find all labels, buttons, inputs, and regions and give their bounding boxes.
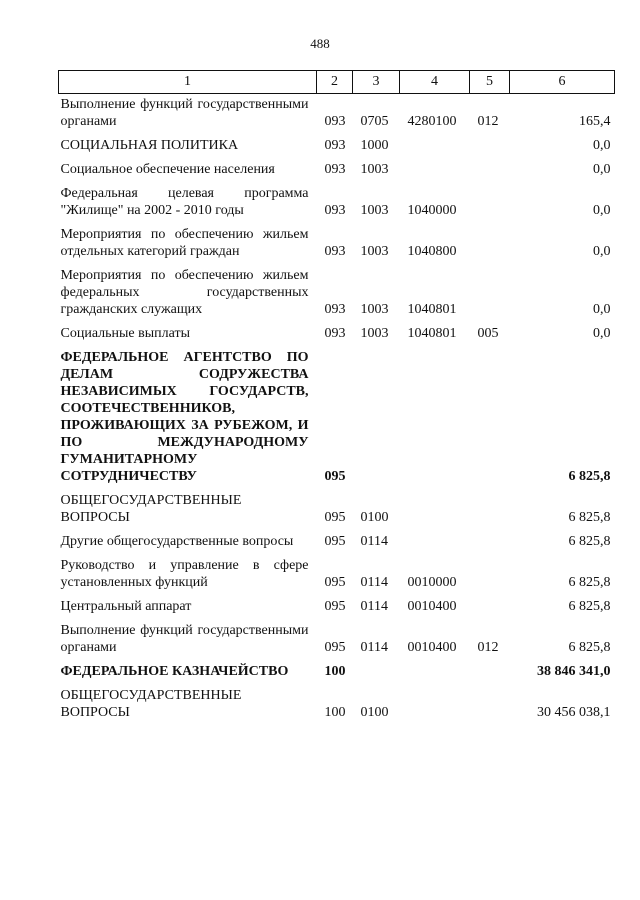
row-code-5: 012 bbox=[477, 640, 499, 655]
row-name: Мероприятия по обеспечению жильем федеральных государственных гражданских служащих bbox=[60, 268, 309, 317]
row-code-2: 093 bbox=[324, 138, 346, 153]
row-code-5 bbox=[470, 265, 510, 323]
row-amount: 0,0 bbox=[593, 302, 611, 317]
budget-table bbox=[58, 70, 615, 726]
row-name: ОБЩЕГОСУДАРСТВЕННЫЕ ВОПРОСЫ bbox=[60, 688, 242, 720]
table-row bbox=[59, 323, 615, 347]
row-code-5 bbox=[470, 596, 510, 620]
row-name: Руководство и управление в сфере установленных функций bbox=[60, 558, 309, 590]
row-code-4: 1040000 bbox=[407, 203, 457, 218]
row-amount: 6 825,8 bbox=[568, 534, 611, 549]
page-number: 488 bbox=[310, 36, 330, 51]
row-name: ФЕДЕРАЛЬНОЕ КАЗНАЧЕЙСТВО bbox=[60, 664, 289, 679]
row-code-3: 0100 bbox=[360, 510, 389, 525]
row-code-4: 0010000 bbox=[407, 575, 457, 590]
table-row bbox=[59, 596, 615, 620]
row-code-2: 095 bbox=[324, 510, 346, 525]
row-code-2: 093 bbox=[324, 162, 346, 177]
row-code-5 bbox=[470, 685, 510, 726]
table-row bbox=[59, 490, 615, 531]
row-code-2: 093 bbox=[324, 203, 346, 218]
row-code-3: 0114 bbox=[360, 575, 388, 590]
row-amount: 38 846 341,0 bbox=[537, 664, 611, 679]
column-header-3: 3 bbox=[353, 71, 400, 94]
row-code-3: 0114 bbox=[360, 640, 388, 655]
row-amount: 0,0 bbox=[593, 244, 611, 259]
row-code-4: 1040801 bbox=[407, 302, 457, 317]
table-row bbox=[59, 135, 615, 159]
row-code-4: 4280100 bbox=[407, 114, 457, 129]
row-name: Мероприятия по обеспечению жильем отдельных категорий граждан bbox=[60, 227, 309, 259]
table-row bbox=[59, 531, 615, 555]
row-code-5 bbox=[470, 661, 510, 685]
column-header-4: 4 bbox=[400, 71, 470, 94]
row-code-3: 1003 bbox=[360, 162, 389, 177]
table-row bbox=[59, 224, 615, 265]
column-header-2: 2 bbox=[317, 71, 353, 94]
row-name: Выполнение функций государственными органами bbox=[60, 97, 309, 129]
row-name: СОЦИАЛЬНАЯ ПОЛИТИКА bbox=[60, 138, 239, 153]
row-amount: 0,0 bbox=[593, 162, 611, 177]
row-amount: 0,0 bbox=[593, 203, 611, 218]
column-header-6: 6 bbox=[510, 71, 615, 94]
row-code-2: 095 bbox=[324, 575, 346, 590]
row-code-4: 0010400 bbox=[407, 640, 457, 655]
row-code-3: 1003 bbox=[360, 203, 389, 218]
table-row bbox=[59, 265, 615, 323]
table-row bbox=[59, 94, 615, 136]
row-code-5 bbox=[470, 183, 510, 224]
row-code-2: 095 bbox=[324, 640, 346, 655]
row-code-3: 0114 bbox=[360, 599, 388, 614]
row-code-2: 093 bbox=[324, 326, 346, 341]
row-code-4: 1040801 bbox=[407, 326, 457, 341]
row-code-5 bbox=[470, 224, 510, 265]
row-amount: 6 825,8 bbox=[568, 640, 611, 655]
row-code-5 bbox=[470, 555, 510, 596]
header-row bbox=[59, 71, 615, 94]
row-code-3 bbox=[353, 347, 400, 490]
table-row bbox=[59, 183, 615, 224]
row-code-2: 093 bbox=[324, 244, 346, 259]
table-row bbox=[59, 661, 615, 685]
row-amount: 6 825,8 bbox=[568, 599, 611, 614]
column-header-1: 1 bbox=[59, 71, 317, 94]
table-row bbox=[59, 685, 615, 726]
table-row bbox=[59, 555, 615, 596]
row-code-3 bbox=[353, 661, 400, 685]
row-code-3: 1000 bbox=[360, 138, 389, 153]
row-code-4: 0010400 bbox=[407, 599, 457, 614]
row-code-5: 005 bbox=[477, 326, 499, 341]
row-code-3: 1003 bbox=[360, 302, 389, 317]
row-code-5 bbox=[470, 159, 510, 183]
row-amount: 0,0 bbox=[593, 326, 611, 341]
row-name: Социальные выплаты bbox=[60, 326, 191, 341]
row-code-5 bbox=[470, 490, 510, 531]
row-amount: 165,4 bbox=[579, 114, 611, 129]
row-name: Другие общегосударственные вопросы bbox=[60, 534, 294, 549]
row-code-3: 0114 bbox=[360, 534, 388, 549]
row-code-3: 1003 bbox=[360, 244, 389, 259]
row-code-3: 0705 bbox=[360, 114, 389, 129]
row-code-4 bbox=[400, 685, 470, 726]
row-code-5 bbox=[470, 135, 510, 159]
row-code-4 bbox=[400, 531, 470, 555]
row-code-2: 093 bbox=[324, 114, 346, 129]
row-amount: 6 825,8 bbox=[568, 575, 611, 590]
row-code-2: 100 bbox=[324, 705, 346, 720]
row-amount: 0,0 bbox=[593, 138, 611, 153]
row-amount: 6 825,8 bbox=[568, 510, 611, 525]
row-code-2: 095 bbox=[324, 469, 346, 484]
row-code-3: 1003 bbox=[360, 326, 389, 341]
row-amount: 6 825,8 bbox=[568, 469, 611, 484]
row-amount: 30 456 038,1 bbox=[537, 705, 611, 720]
row-code-5 bbox=[470, 347, 510, 490]
row-code-2: 095 bbox=[324, 534, 346, 549]
row-code-2: 095 bbox=[324, 599, 346, 614]
row-code-4 bbox=[400, 661, 470, 685]
row-code-5 bbox=[470, 531, 510, 555]
row-name: Центральный аппарат bbox=[60, 599, 192, 614]
row-code-4 bbox=[400, 347, 470, 490]
row-code-4: 1040800 bbox=[407, 244, 457, 259]
column-header-5: 5 bbox=[470, 71, 510, 94]
table-row bbox=[59, 347, 615, 490]
row-code-4 bbox=[400, 159, 470, 183]
row-code-3: 0100 bbox=[360, 705, 389, 720]
row-name: Социальное обеспечение населения bbox=[60, 162, 275, 177]
row-name: Федеральная целевая программа "Жилище" на 2002 - 2010 годы bbox=[60, 186, 309, 218]
row-code-4 bbox=[400, 135, 470, 159]
row-code-2: 100 bbox=[324, 664, 346, 679]
row-name: Выполнение функций государственными органами bbox=[60, 623, 309, 655]
row-name: ФЕДЕРАЛЬНОЕ АГЕНТСТВО ПО ДЕЛАМ СОДРУЖЕСТВА НЕЗАВИСИМЫХ ГОСУДАРСТВ, СООТЕЧЕСТВЕННИКОВ, ПРОЖИВАЮЩИХ ЗА РУБЕЖОМ, И ПО МЕЖДУНАРОДНОМУ ГУМАНИТАРНОМУ СОТРУДНИЧЕСТВУ bbox=[60, 350, 309, 484]
table-row bbox=[59, 159, 615, 183]
row-code-4 bbox=[400, 490, 470, 531]
row-code-2: 093 bbox=[324, 302, 346, 317]
row-name: ОБЩЕГОСУДАРСТВЕННЫЕ ВОПРОСЫ bbox=[60, 493, 242, 525]
table-row bbox=[59, 620, 615, 661]
row-code-5: 012 bbox=[477, 114, 499, 129]
